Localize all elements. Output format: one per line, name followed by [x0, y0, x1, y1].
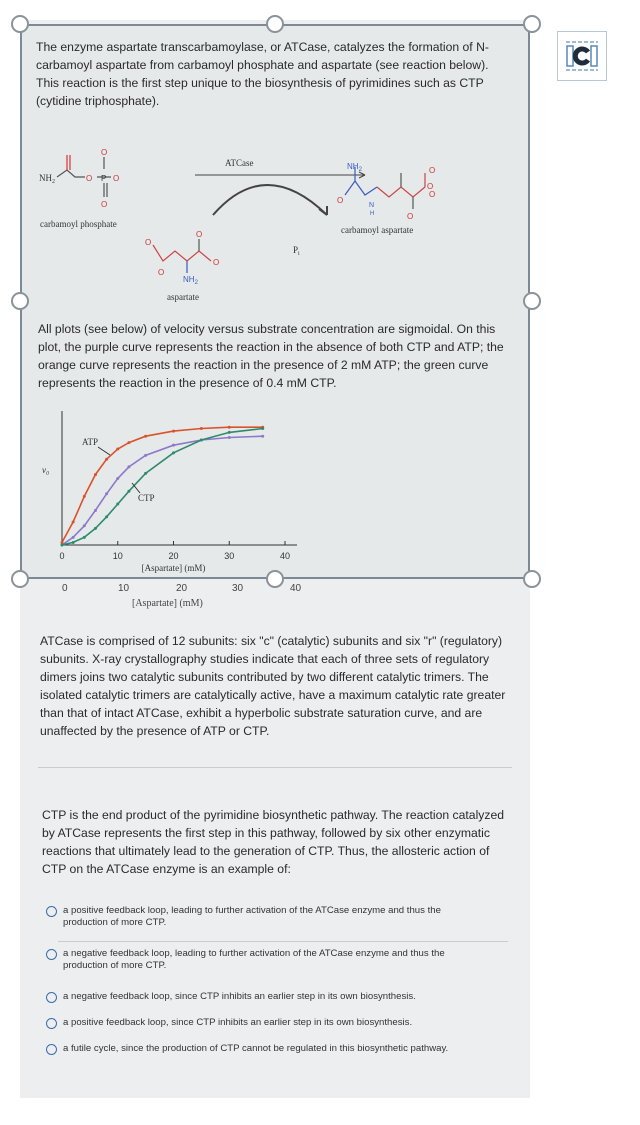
- carbamoyl-aspartate-structure: [345, 167, 425, 209]
- series-point-CTP-7: [144, 472, 147, 475]
- outer-axis-tick-40: 40: [290, 583, 302, 594]
- series-point-none-3: [94, 509, 97, 512]
- product-o-label1: O: [337, 196, 344, 205]
- x-axis-label: [Aspartate] (mM): [141, 563, 206, 573]
- outer-axis-tick-20: 20: [176, 583, 188, 594]
- series-point-ATP-6: [127, 441, 130, 444]
- x-tick-label-40: 40: [279, 551, 291, 561]
- carbamoyl-phosphate-label: carbamoyl phosphate: [40, 219, 117, 229]
- resize-handle-top-right[interactable]: [523, 15, 541, 33]
- outer-axis-tick-0: 0: [62, 583, 68, 594]
- answer-option-4-text: a positive feedback loop, since CTP inhibits an earlier step in its own biosynthesis.: [63, 1017, 413, 1028]
- carbamoyl-aspartate-label: carbamoyl aspartate: [341, 225, 414, 235]
- carbamoyl-o-label2: O: [101, 200, 108, 209]
- radio-option-2[interactable]: [46, 949, 57, 960]
- product-h-label: H: [370, 211, 375, 217]
- annotation-atp-pointer: [98, 447, 110, 455]
- outer-axis-tick-10: 10: [118, 583, 130, 594]
- answer-option-5-text: a futile cycle, since the production of CTP cannot be regulated in this biosynthetic pathway.: [63, 1043, 449, 1054]
- answer-option-5[interactable]: [46, 1043, 496, 1055]
- structure-paragraph: ATCase is comprised of 12 subunits: six "c" (catalytic) subunits and six "r" (regulatory) subunits. X-ray crystallography studies indicate that each of three sets of regulatory dimers joins two catalytic subunits contributed by two different catalytic trimers. The isolated catalytic trimers are catalytically active, have a maximum catalytic rate greater than that of intact ATCase, exhibit a hyperbolic substrate saturation curve, and are unaffected by the presence of ATP or CTP.: [40, 634, 506, 738]
- series-point-CTP-10: [228, 431, 231, 434]
- resize-handle-bottom-right[interactable]: [523, 570, 541, 588]
- series-point-ATP-4: [105, 458, 108, 461]
- series-point-none-10: [228, 436, 231, 439]
- aspartate-ominus-label2: O: [213, 258, 220, 267]
- series-point-CTP-2: [83, 536, 86, 539]
- series-point-CTP-0: [61, 544, 64, 547]
- answer-option-2[interactable]: [46, 948, 486, 972]
- series-point-none-11: [261, 435, 264, 438]
- series-point-none-7: [144, 454, 147, 457]
- series-point-none-5: [116, 477, 119, 480]
- radio-option-4[interactable]: [46, 1018, 57, 1029]
- answer-option-3[interactable]: [46, 991, 496, 1003]
- plots-paragraph: All plots (see below) of velocity versus substrate concentration are sigmoidal. On this plot, the purple curve represents the reaction in the absence of both CTP and ATP; the orange curve represents the reaction in the presence of 2 mM ATP; the green curve represents the reaction in the presence of 0.4 mM CTP.: [38, 322, 504, 390]
- series-point-ATP-9: [200, 427, 203, 430]
- x-tick-label-30: 30: [224, 551, 235, 561]
- x-tick-label-20: 20: [168, 551, 179, 561]
- series-point-ATP-5: [116, 448, 119, 451]
- x-tick-label-10: 10: [112, 551, 123, 561]
- carbamoyl-nh2-label: $NH_2$: [39, 173, 55, 185]
- series-line-none: [62, 436, 263, 545]
- series-point-CTP-11: [261, 427, 264, 430]
- series-point-ATP-1: [72, 520, 75, 523]
- answer-option-1-text: a positive feedback loop, leading to further activation of the ATCase enzyme and thus the production of more CTP.: [63, 905, 441, 928]
- series-point-CTP-8: [172, 451, 175, 454]
- answer-option-3-text: a negative feedback loop, since CTP inhibits an earlier step in its own biosynthesis.: [63, 991, 416, 1002]
- ocr-scan-icon: [558, 32, 606, 80]
- resize-handle-middle-left[interactable]: [11, 292, 29, 310]
- aspartate-nh2-label: $NH_2$: [183, 275, 198, 286]
- y-axis-label: v₀: [42, 465, 50, 475]
- intro-paragraph: The enzyme aspartate transcarbamoylase, or ATCase, catalyzes the formation of N-carbamoyl aspartate from carbamoyl phosphate and aspartate (see reaction below). This reaction is the first step unique to the biosynthesis of pyrimidines such as CTP (cytidine triphosphate).: [36, 40, 489, 108]
- annotation-ctp: CTP: [138, 493, 155, 503]
- resize-handle-top-center[interactable]: [266, 15, 284, 33]
- series-point-CTP-4: [105, 515, 108, 518]
- product-o-label3: O: [407, 212, 414, 221]
- series-point-ATP-8: [172, 430, 175, 433]
- series-point-none-6: [127, 465, 130, 468]
- series-point-ATP-3: [94, 473, 97, 476]
- series-point-ATP-2: [83, 495, 86, 498]
- aspartate-label: aspartate: [167, 292, 199, 302]
- series-point-none-1: [72, 536, 75, 539]
- series-point-CTP-3: [94, 527, 97, 530]
- series-point-CTP-1: [72, 541, 75, 544]
- radio-option-3[interactable]: [46, 992, 57, 1003]
- radio-option-1[interactable]: [46, 906, 57, 917]
- product-ominus-label1: O: [429, 166, 436, 175]
- resize-handle-middle-right[interactable]: [523, 292, 541, 310]
- radio-option-5[interactable]: [46, 1044, 57, 1055]
- product-o-label2: O: [429, 190, 436, 199]
- aspartate-o-label1: O: [145, 238, 152, 247]
- product-n-label: N: [369, 202, 375, 209]
- resize-handle-bottom-left[interactable]: [11, 570, 29, 588]
- series-point-ATP-10: [228, 426, 231, 429]
- product-ominus-label2: O: [427, 182, 434, 191]
- aspartate-ominus-label1: O: [158, 268, 165, 277]
- aspartate-o-label2: O: [196, 230, 203, 239]
- series-point-CTP-6: [127, 490, 130, 493]
- series-point-none-2: [83, 524, 86, 527]
- enzyme-label: ATCase: [225, 158, 254, 168]
- carbamoyl-ominus-label1: O: [113, 174, 120, 183]
- carbamoyl-ominus-label2: O: [101, 148, 108, 157]
- outer-axis-label: [Aspartate] (mM): [132, 598, 203, 609]
- series-point-none-4: [105, 492, 108, 495]
- section-divider: [38, 767, 512, 768]
- byproduct-label: $P_i$: [293, 245, 300, 257]
- series-point-CTP-5: [116, 503, 119, 506]
- annotation-atp: ATP: [82, 437, 99, 447]
- question-paragraph: CTP is the end product of the pyrimidine biosynthetic pathway. The reaction catalyzed by ATCase represents the first step in this pathway, followed by six other enzymatic reactions that ultimately lead to the generation of CTP. Thus, the allosteric action of CTP on the ATCase enzyme is an example of:: [42, 808, 505, 876]
- answer-option-1[interactable]: [46, 905, 486, 929]
- answer-option-4[interactable]: [46, 1017, 496, 1029]
- x-tick-label-0: 0: [59, 551, 65, 561]
- option-divider-1: [58, 941, 508, 942]
- series-point-none-8: [172, 444, 175, 447]
- outer-axis-tick-30: 30: [232, 583, 244, 594]
- resize-handle-top-left[interactable]: [11, 15, 29, 33]
- image-tool-icon[interactable]: [557, 31, 607, 81]
- product-nh2-label: $NH_2$: [347, 162, 362, 173]
- series-point-CTP-9: [200, 439, 203, 442]
- reaction-scheme: [35, 135, 495, 305]
- answer-option-2-text: a negative feedback loop, leading to further activation of the ATCase enzyme and thus the production of more CTP.: [63, 948, 445, 971]
- series-point-ATP-7: [144, 435, 147, 438]
- carbamoyl-o-label: O: [86, 174, 93, 183]
- carbamoyl-p-label: P: [101, 174, 107, 183]
- velocity-chart: [40, 405, 320, 605]
